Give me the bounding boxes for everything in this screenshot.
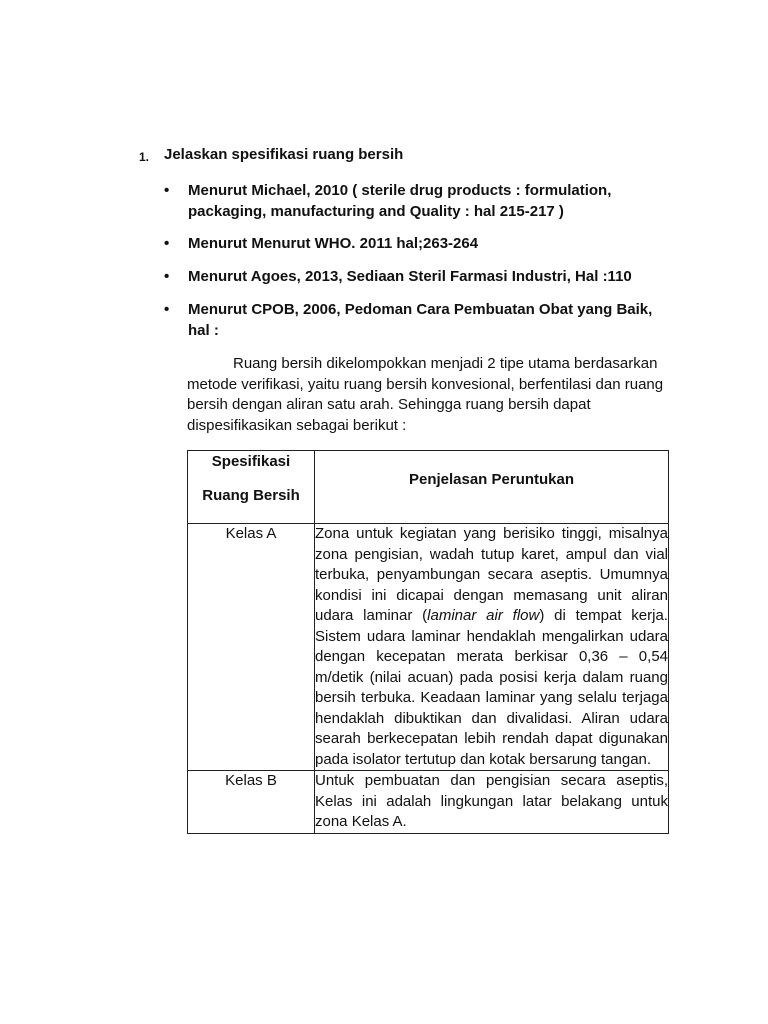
description-text: Untuk pembuatan dan pengisian secara aseptis, Kelas ini adalah lingkungan latar belakang untuk zona Kelas A. [315,772,668,830]
header-cell-description [315,451,669,524]
table-header-row [188,451,669,524]
description-italic-term: laminar air flow [427,607,540,624]
header-label-line2: Ruang Bersih [202,487,300,504]
bullet-icon: • [164,268,170,285]
reference-text: Menurut CPOB, 2006, Pedoman Cara Pembuatan Obat yang Baik, hal : [188,301,653,339]
kelas-cell: Kelas B [188,771,315,834]
bullet-icon: • [164,182,170,199]
header-label-line1: Spesifikasi [211,453,291,470]
description-cell [315,524,669,771]
intro-paragraph: Ruang bersih dikelompokkan menjadi 2 tipe utama berdasarkan metode verifikasi, yaitu ruang bersih konvesional, berfentilasi dan ruang bersih dengan aliran satu arah. Sehingga ruang bersih dapat dispesifikasikan sebagai berikut : [187,355,664,434]
header-cell-specification [188,451,315,524]
description-cell [315,771,669,834]
reference-text: Menurut Menurut WHO. 2011 hal;263-264 [188,235,479,252]
description-text: Zona untuk kegiatan yang berisiko tinggi, misalnya zona pengisian, wadah tutup karet, ampul dan vial terbuka, penyambungan secara aseptis. Umumnya kondisi ini dicapai dengan memasang unit aliran udara laminar ( [315,525,668,624]
table-row [188,771,669,834]
description-text-continued: ) di tempat kerja. Sistem udara laminar hendaklah mengalirkan udara dengan kecepatan merata berkisar 0,36 – 0,54 m/detik (nilai acuan) pada posisi kerja dalam ruang bersih terbuka. Keadaan laminar yang selalu terjaga hendaklah dibuktikan dan divalidasi. Aliran udara searah berkecepatan lebih rendah dapat digunakan pada isolator tertutup dan kotak bersarung tangan. [315,607,668,768]
specification-table [187,450,669,834]
kelas-cell: Kelas A [188,524,315,771]
table-row [188,524,669,771]
header-label-description: Penjelasan Peruntukan [408,471,575,488]
question-number: 1. [139,150,150,164]
reference-text: Menurut Agoes, 2013, Sediaan Steril Farmasi Industri, Hal :110 [188,268,632,285]
bullet-icon: • [164,235,170,252]
question-title: Jelaskan spesifikasi ruang bersih [164,146,404,163]
reference-text: Menurut Michael, 2010 ( sterile drug products : formulation, packaging, manufacturing and Quality : hal 215-217 ) [188,182,612,220]
bullet-icon: • [164,301,170,318]
